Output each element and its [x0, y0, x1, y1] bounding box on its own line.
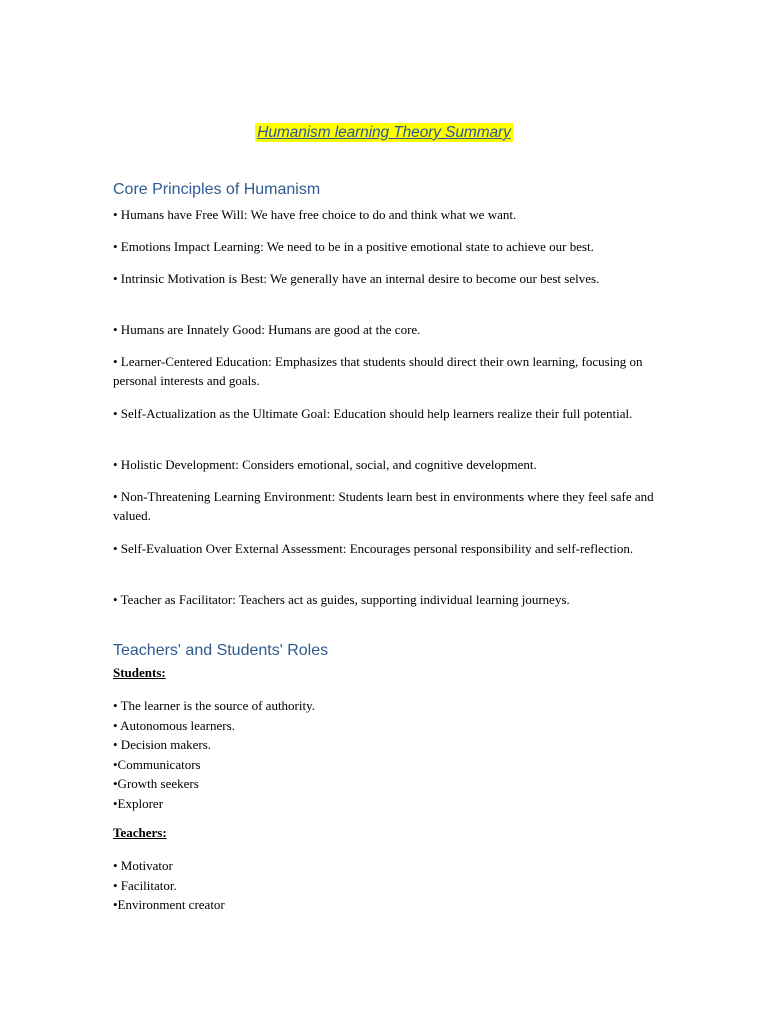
principle-item: • Learner-Centered Education: Emphasizes that students should direct their own learning, focusing on personal interests and goals.	[113, 354, 643, 388]
teacher-role-item: •Environment creator	[113, 897, 225, 912]
teacher-role-item: • Motivator	[113, 858, 173, 873]
principle-item: • Non-Threatening Learning Environment: Students learn best in environments where they feel safe and valued.	[113, 489, 654, 523]
student-role-item: • The learner is the source of authority.	[113, 698, 316, 713]
principle-item: • Humans are Innately Good: Humans are good at the core.	[113, 322, 421, 337]
section-heading-roles: Teachers' and Students' Roles	[113, 642, 329, 659]
principle-item: • Emotions Impact Learning: We need to be in a positive emotional state to achieve our best.	[113, 239, 594, 254]
section-heading-core-principles: Core Principles of Humanism	[113, 181, 321, 198]
students-list	[113, 696, 315, 813]
principle-item: • Intrinsic Motivation is Best: We generally have an internal desire to become our best selves.	[113, 271, 600, 286]
students-label: Students:	[113, 665, 166, 680]
student-role-item: • Autonomous learners.	[113, 717, 235, 733]
teacher-role-item: • Facilitator.	[113, 877, 177, 893]
principle-item: • Self-Evaluation Over External Assessment: Encourages personal responsibility and self-reflection.	[113, 541, 634, 556]
principle-item: • Self-Actualization as the Ultimate Goal: Education should help learners realize their full potential.	[113, 406, 633, 421]
student-role-item: •Explorer	[113, 795, 164, 811]
student-role-item: •Growth seekers	[113, 776, 199, 791]
principle-item: • Holistic Development: Considers emotional, social, and cognitive development.	[113, 457, 537, 472]
document-title: Humanism learning Theory Summary	[257, 124, 511, 141]
teachers-label: Teachers:	[113, 825, 167, 840]
student-role-item: • Decision makers.	[113, 737, 212, 752]
title-container	[0, 124, 768, 142]
principle-item: • Teacher as Facilitator: Teachers act as guides, supporting individual learning journeys.	[113, 592, 570, 607]
principle-item: • Humans have Free Will: We have free choice to do and think what we want.	[113, 207, 517, 222]
student-role-item: •Communicators	[113, 756, 201, 772]
teachers-list	[113, 856, 225, 915]
